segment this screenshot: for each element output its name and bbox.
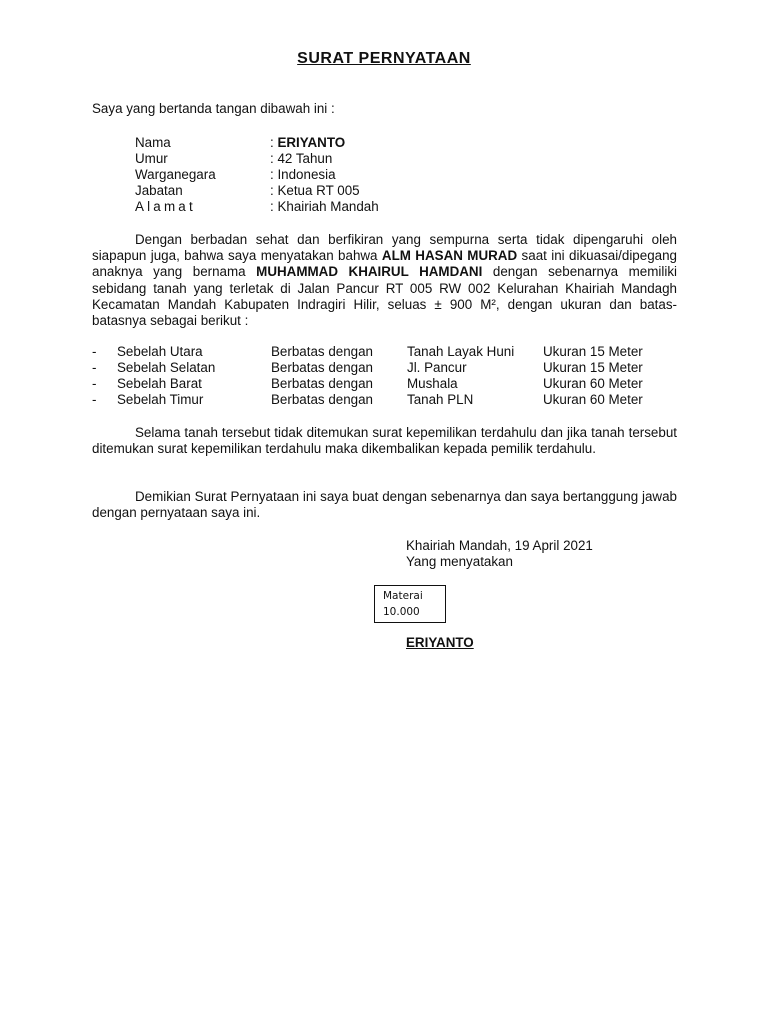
identity-label: Nama	[135, 135, 171, 150]
closing-paragraph: Demikian Surat Pernyataan ini saya buat dengan sebenarnya dan saya bertanggung jawab dengan pernyataan saya ini.	[92, 489, 677, 521]
signature-block	[406, 538, 593, 570]
condition-paragraph: Selama tanah tersebut tidak ditemukan surat kepemilikan terdahulu dan jika tanah tersebut ditemukan surat kepemilikan terdahulu maka dikembalikan kepada pemilik terdahulu.	[92, 425, 677, 457]
identity-value: : ERIYANTO	[270, 135, 346, 150]
border-neighbor: Tanah Layak Huni	[407, 344, 515, 359]
border-size: Ukuran 15 Meter	[543, 360, 643, 375]
border-relation: Berbatas dengan	[271, 392, 373, 407]
border-row-east	[92, 392, 683, 408]
identity-label: Warganegara	[135, 167, 216, 182]
border-row-south	[92, 360, 683, 376]
identity-block	[135, 135, 379, 215]
border-neighbor: Mushala	[407, 376, 458, 391]
border-relation: Berbatas dengan	[271, 360, 373, 375]
heir-name: MUHAMMAD KHAIRUL HAMDANI	[256, 264, 483, 280]
border-side: Sebelah Utara	[117, 344, 203, 359]
border-relation: Berbatas dengan	[271, 376, 373, 391]
statement-paragraph: Dengan berbadan sehat dan berfikiran yang sempurna serta tidak dipengaruhi oleh siapapun juga, bahwa saya menyatakan bahwa ALM HASAN MURAD saat ini dikuasai/dipegang anaknya yang bernama MUHAMMAD KHAIRUL HAMDANI dengan sebenarnya memiliki sebidang tanah yang terletak di Jalan Pancur RT 005 RW 002 Kelurahan Khairiah Mandagh Kecamatan Mandah Kabupaten Indragiri Hilir, seluas ± 900 M², dengan ukuran dan batas-batasnya sebagai berikut :	[92, 232, 677, 329]
border-relation: Berbatas dengan	[271, 344, 373, 359]
identity-label: Alamat	[135, 199, 196, 214]
identity-row-age	[135, 151, 379, 167]
intro-text: Saya yang bertanda tangan dibawah ini :	[92, 101, 335, 116]
stamp-value: 10.000	[383, 606, 420, 618]
declarant-name: ERIYANTO	[277, 135, 346, 150]
border-neighbor: Tanah PLN	[407, 392, 474, 407]
signer-name: ERIYANTO	[406, 635, 474, 650]
identity-label: Umur	[135, 151, 168, 166]
revenue-stamp-box	[374, 585, 446, 623]
place-date: Khairiah Mandah, 19 April 2021	[406, 538, 593, 553]
border-row-north	[92, 344, 683, 360]
identity-row-name	[135, 135, 379, 151]
identity-row-address	[135, 199, 379, 215]
border-row-west	[92, 376, 683, 392]
list-dash: -	[92, 344, 97, 359]
identity-value: : Indonesia	[270, 167, 336, 182]
border-side: Sebelah Selatan	[117, 360, 216, 375]
identity-value: : Khairiah Mandah	[270, 199, 379, 214]
border-side: Sebelah Timur	[117, 392, 204, 407]
stamp-label: Materai	[383, 590, 423, 602]
identity-value: : Ketua RT 005	[270, 183, 360, 198]
identity-row-position	[135, 183, 379, 199]
identity-value: : 42 Tahun	[270, 151, 333, 166]
border-side: Sebelah Barat	[117, 376, 202, 391]
list-dash: -	[92, 392, 97, 407]
border-size: Ukuran 60 Meter	[543, 392, 643, 407]
list-dash: -	[92, 360, 97, 375]
identity-label: Jabatan	[135, 183, 183, 198]
list-dash: -	[92, 376, 97, 391]
border-size: Ukuran 15 Meter	[543, 344, 643, 359]
document-title: SURAT PERNYATAAN	[297, 50, 471, 67]
declarant-label: Yang menyatakan	[406, 554, 513, 569]
border-neighbor: Jl. Pancur	[407, 360, 467, 375]
land-borders-list	[92, 344, 683, 408]
border-size: Ukuran 60 Meter	[543, 376, 643, 391]
identity-row-nationality	[135, 167, 379, 183]
deceased-name: ALM HASAN MURAD	[381, 248, 518, 264]
